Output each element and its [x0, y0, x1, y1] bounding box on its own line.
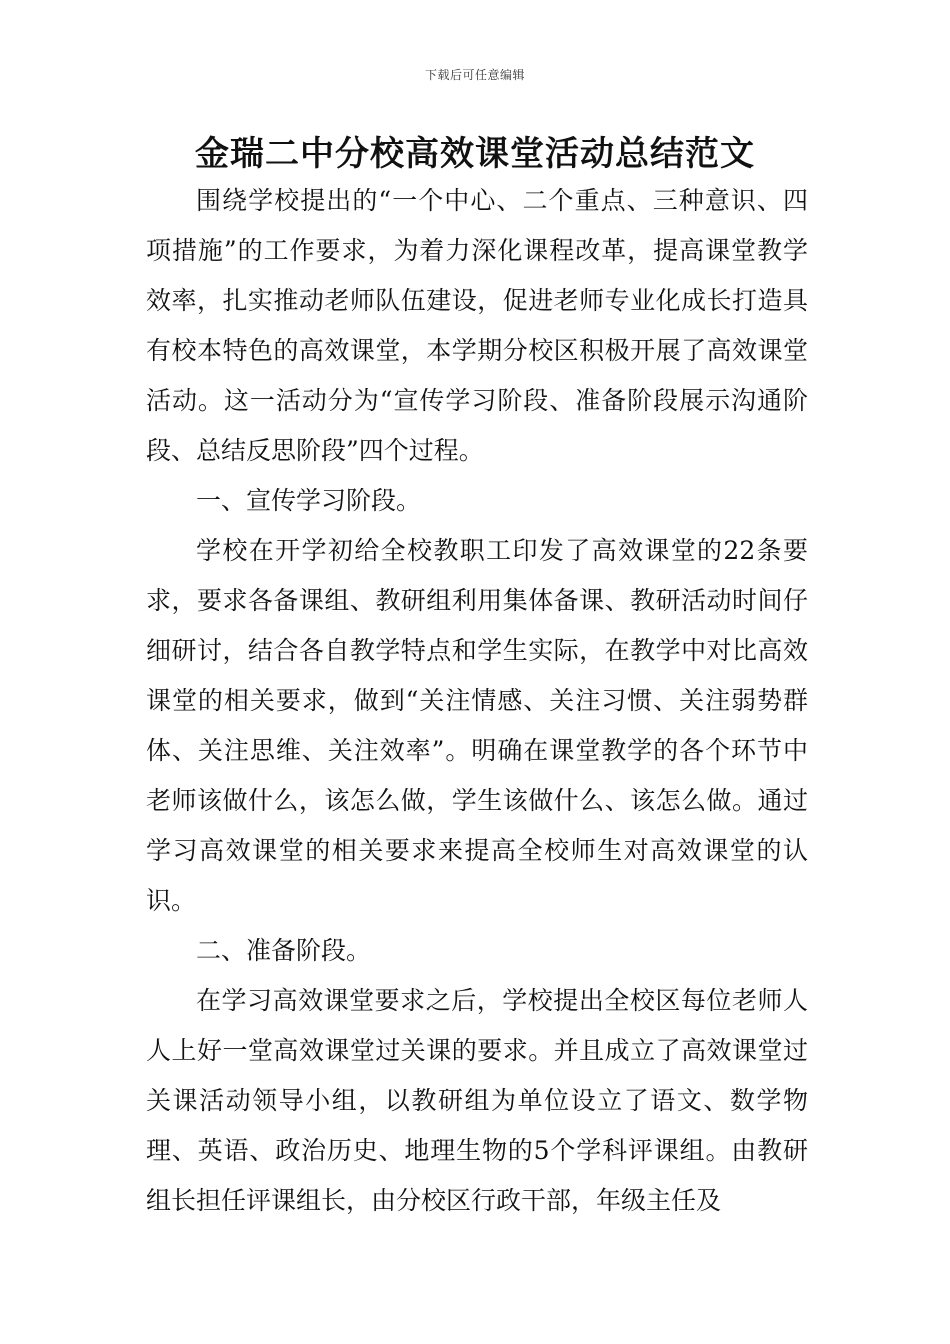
paragraph-intro: 围绕学校提出的“一个中心、二个重点、三种意识、四项措施”的工作要求，为着力深化课程改革，提高课堂教学效率，扎实推动老师队伍建设，促进老师专业化成长打造具有校本特色的高效课堂，本学期分校区积极开展了高效课堂活动。这一活动分为“宣传学习阶段、准备阶段展示沟通阶段、总结反思阶段”四个过程。: [146, 186, 808, 465]
section-heading-2: 二、准备阶段。: [196, 936, 372, 965]
document-title: 金瑞二中分校高效课堂活动总结范文: [195, 134, 755, 174]
paragraph-section-2: 在学习高效课堂要求之后，学校提出全校区每位老师人人上好一堂高效课堂过关课的要求。并且成立了高效课堂过关课活动领导小组，以教研组为单位设立了语文、数学物理、英语、政治历史、地理生物的5个学科评课组。由教研组长担任评课组长，由分校区行政干部，年级主任及: [146, 986, 808, 1215]
section-heading-1: 一、宣传学习阶段。: [196, 486, 422, 515]
document-body: [146, 176, 808, 1226]
paragraph-section-1: 学校在开学初给全校教职工印发了高效课堂的22条要求，要求各备课组、教研组利用集体备课、教研活动时间仔细研讨，结合各自教学特点和学生实际，在教学中对比高效课堂的相关要求，做到“关注情感、关注习惯、关注弱势群体、关注思维、关注效率”。明确在课堂教学的各个环节中老师该做什么，该怎么做，学生该做什么、该怎么做。通过学习高效课堂的相关要求来提高全校师生对高效课堂的认识。: [146, 536, 808, 915]
header-note: 下载后可任意编辑: [424, 68, 525, 82]
